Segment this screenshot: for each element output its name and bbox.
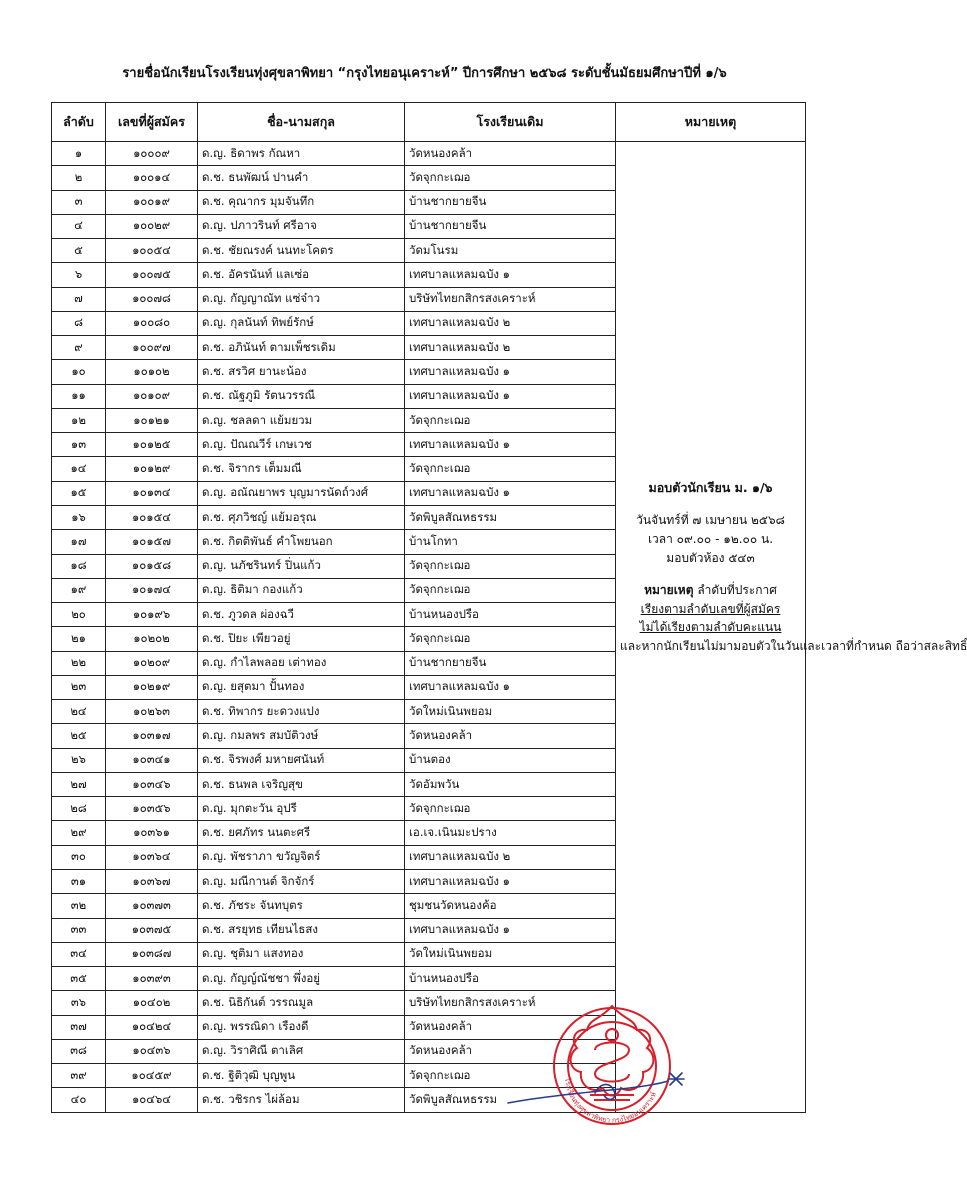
student-name: ด.ช. สรวิศ ยานะน้อง xyxy=(198,360,405,384)
previous-school: วัดหนองคล้า xyxy=(405,724,616,748)
row-number: ๑๗ xyxy=(52,530,106,554)
applicant-id: ๑๐๓๔๖ xyxy=(106,772,198,796)
student-name: ด.ญ. ชุติมา แสงทอง xyxy=(198,942,405,966)
note-underline-2: ไม่ได้เรียงตามลำดับคะแนน xyxy=(639,620,782,635)
previous-school: เทศบาลแหลมฉบัง ๒ xyxy=(405,845,616,869)
applicant-id: ๑๐๓๙๓ xyxy=(106,967,198,991)
previous-school: เอ.เจ.เนินมะปราง xyxy=(405,821,616,845)
previous-school: วัดจุกกะเฌอ xyxy=(405,457,616,481)
student-name: ด.ช. ภูวดล ผ่องฉวี xyxy=(198,603,405,627)
applicant-id: ๑๐๑๕๗ xyxy=(106,530,198,554)
row-number: ๓๕ xyxy=(52,967,106,991)
student-name: ด.ช. ณัฐภูมิ รัตนวรรณี xyxy=(198,384,405,408)
row-number: ๒๒ xyxy=(52,651,106,675)
previous-school: วัดจุกกะเฌอ xyxy=(405,797,616,821)
previous-school: เทศบาลแหลมฉบัง ๑ xyxy=(405,918,616,942)
applicant-id: ๑๐๑๕๘ xyxy=(106,554,198,578)
row-number: ๓๘ xyxy=(52,1039,106,1063)
note-time: เวลา ๐๙.๐๐ - ๑๒.๐๐ น. xyxy=(647,531,774,546)
applicant-id: ๑๐๑๕๔ xyxy=(106,505,198,529)
applicant-id: ๑๐๐๑๔ xyxy=(106,166,198,190)
row-number: ๕ xyxy=(52,239,106,263)
previous-school: บ้านตอง xyxy=(405,748,616,772)
row-number: ๓๔ xyxy=(52,942,106,966)
applicant-id: ๑๐๓๖๗ xyxy=(106,869,198,893)
student-roster-table xyxy=(51,102,967,1113)
student-name: ด.ญ. พัชราภา ขวัญจิตร์ xyxy=(198,845,405,869)
previous-school: บ้านชากยายจีน xyxy=(405,190,616,214)
previous-school: วัดอัมพวัน xyxy=(405,772,616,796)
applicant-id: ๑๐๑๙๖ xyxy=(106,603,198,627)
student-name: ด.ญ. วิราศิณี ตาเลิศ xyxy=(198,1039,405,1063)
applicant-id: ๑๐๓๖๔ xyxy=(106,845,198,869)
row-number: ๒๕ xyxy=(52,724,106,748)
row-number: ๒๐ xyxy=(52,603,106,627)
applicant-id: ๑๐๓๗๓ xyxy=(106,894,198,918)
student-name: ด.ช. จิรพงศ์ มหายศนันท์ xyxy=(198,748,405,772)
previous-school: วัดหนองคล้า xyxy=(405,1015,616,1039)
previous-school: วัดจุกกะเฌอ xyxy=(405,627,616,651)
applicant-id: ๑๐๑๐๙ xyxy=(106,384,198,408)
row-number: ๑ xyxy=(52,142,106,166)
previous-school: บ้านหนองปรือ xyxy=(405,967,616,991)
row-number: ๒๙ xyxy=(52,821,106,845)
previous-school: บ้านหนองปรือ xyxy=(405,603,616,627)
row-number: ๔ xyxy=(52,214,106,238)
previous-school: วัดใหม่เนินพยอม xyxy=(405,942,616,966)
note-cell xyxy=(616,142,967,1113)
previous-school: วัดจุกกะเฌอ xyxy=(405,166,616,190)
student-name: ด.ช. กิตติพันธ์ คำโพยนอก xyxy=(198,530,405,554)
header-note: หมายเหตุ xyxy=(616,103,806,142)
previous-school: เทศบาลแหลมฉบัง ๑ xyxy=(405,481,616,505)
student-name: ด.ญ. ยสุตมา ปั้นทอง xyxy=(198,675,405,699)
row-number: ๗ xyxy=(52,287,106,311)
applicant-id: ๑๐๑๗๔ xyxy=(106,578,198,602)
student-name: ด.ช. ฐิติวุฒิ บุญพูน xyxy=(198,1064,405,1088)
note-heading: มอบตัวนักเรียน ม. ๑/๖ xyxy=(648,480,773,495)
note-underline-1: เรียงตามลำดับเลขที่ผู้สมัคร xyxy=(640,601,781,616)
student-name: ด.ญ. อณัณยาพร บุญมารนัดถ์วงศ์ xyxy=(198,481,405,505)
student-name: ด.ญ. กุลนันท์ ทิพย์รักษ์ xyxy=(198,311,405,335)
applicant-id: ๑๐๐๗๘ xyxy=(106,287,198,311)
previous-school: เทศบาลแหลมฉบัง ๑ xyxy=(405,869,616,893)
row-number: ๑๓ xyxy=(52,433,106,457)
table-row xyxy=(52,142,806,166)
previous-school: บริษัทไทยกสิกรสงเคราะห์ xyxy=(405,991,616,1015)
applicant-id: ๑๐๒๐๙ xyxy=(106,651,198,675)
note-remark-label: หมายเหตุ xyxy=(644,583,694,598)
applicant-id: ๑๐๐๐๙ xyxy=(106,142,198,166)
row-number: ๑๑ xyxy=(52,384,106,408)
student-name: ด.ช. ภัชระ จันทบุตร xyxy=(198,894,405,918)
row-number: ๓๐ xyxy=(52,845,106,869)
previous-school: เทศบาลแหลมฉบัง ๒ xyxy=(405,311,616,335)
student-name: ด.ช. อัครนันท์ แลเซ่อ xyxy=(198,263,405,287)
row-number: ๓๓ xyxy=(52,918,106,942)
applicant-id: ๑๐๑๓๔ xyxy=(106,481,198,505)
applicant-id: ๑๐๓๔๑ xyxy=(106,748,198,772)
student-name: ด.ช. สรยุทธ เทียนไธสง xyxy=(198,918,405,942)
table-header-row xyxy=(52,103,806,142)
applicant-id: ๑๐๐๙๗ xyxy=(106,336,198,360)
previous-school: วัดจุกกะเฌอ xyxy=(405,1064,616,1088)
note-room: มอบตัวห้อง ๕๔๓ xyxy=(666,550,755,565)
previous-school: วัดหนองคล้า xyxy=(405,142,616,166)
applicant-id: ๑๐๐๘๐ xyxy=(106,311,198,335)
row-number: ๓ xyxy=(52,190,106,214)
row-number: ๒๖ xyxy=(52,748,106,772)
row-number: ๓๗ xyxy=(52,1015,106,1039)
student-name: ด.ญ. มณีกานต์ จิกจักร์ xyxy=(198,869,405,893)
previous-school: เทศบาลแหลมฉบัง ๑ xyxy=(405,384,616,408)
applicant-id: ๑๐๓๖๑ xyxy=(106,821,198,845)
header-name: ชื่อ-นามสกุล xyxy=(198,103,405,142)
applicant-id: ๑๐๑๒๙ xyxy=(106,457,198,481)
student-name: ด.ช. ศุภวิชญ์ แย้มอรุณ xyxy=(198,505,405,529)
row-number: ๑๕ xyxy=(52,481,106,505)
row-number: ๑๔ xyxy=(52,457,106,481)
previous-school: วัดจุกกะเฌอ xyxy=(405,408,616,432)
previous-school: วัดพิบูลสัณหธรรม xyxy=(405,1088,616,1112)
row-number: ๔๐ xyxy=(52,1088,106,1112)
student-name: ด.ญ. ธิติมา กองแก้ว xyxy=(198,578,405,602)
row-number: ๘ xyxy=(52,311,106,335)
applicant-id: ๑๐๐๒๙ xyxy=(106,214,198,238)
student-name: ด.ช. จิรากร เต็มมณี xyxy=(198,457,405,481)
student-name: ด.ช. ธนพล เจริญสุข xyxy=(198,772,405,796)
note-remark-text: ลำดับที่ประกาศ xyxy=(693,583,777,598)
row-number: ๑๒ xyxy=(52,408,106,432)
applicant-id: ๑๐๔๒๔ xyxy=(106,1015,198,1039)
student-name: ด.ญ. ชลลดา แย้มยวม xyxy=(198,408,405,432)
note-date: วันจันทร์ที่ ๗ เมษายน ๒๕๖๘ xyxy=(636,513,785,528)
header-applicant-id: เลขที่ผู้สมัคร xyxy=(106,103,198,142)
row-number: ๑๘ xyxy=(52,554,106,578)
previous-school: บ้านโกทา xyxy=(405,530,616,554)
row-number: ๑๙ xyxy=(52,578,106,602)
student-name: ด.ช. ธนพัฒน์ ปานคำ xyxy=(198,166,405,190)
row-number: ๓๒ xyxy=(52,894,106,918)
student-name: ด.ญ. มุกตะวัน อุปรี xyxy=(198,797,405,821)
student-name: ด.ญ. กมลพร สมบัติวงษ์ xyxy=(198,724,405,748)
applicant-id: ๑๐๒๑๙ xyxy=(106,675,198,699)
applicant-id: ๑๐๔๓๖ xyxy=(106,1039,198,1063)
previous-school: เทศบาลแหลมฉบัง ๑ xyxy=(405,360,616,384)
row-number: ๒๑ xyxy=(52,627,106,651)
student-name: ด.ญ. ปัณณวีร์ เกษเวช xyxy=(198,433,405,457)
student-name: ด.ญ. นภัชรินทร์ ปิ่นแก้ว xyxy=(198,554,405,578)
row-number: ๒ xyxy=(52,166,106,190)
previous-school: บริษัทไทยกสิกรสงเคราะห์ xyxy=(405,287,616,311)
applicant-id: ๑๐๑๒๕ xyxy=(106,433,198,457)
row-number: ๙ xyxy=(52,336,106,360)
previous-school: วัดหนองคล้า xyxy=(405,1039,616,1063)
applicant-id: ๑๐๔๕๙ xyxy=(106,1064,198,1088)
student-name: ด.ช. วชิรกร ไผ่ล้อม xyxy=(198,1088,405,1112)
previous-school: เทศบาลแหลมฉบัง ๑ xyxy=(405,675,616,699)
applicant-id: ๑๐๓๑๗ xyxy=(106,724,198,748)
row-number: ๒๓ xyxy=(52,675,106,699)
student-name: ด.ญ. กำไลพลอย เต่าทอง xyxy=(198,651,405,675)
student-name: ด.ช. ชัยณรงค์ นนทะโคตร xyxy=(198,239,405,263)
row-number: ๖ xyxy=(52,263,106,287)
row-number: ๒๗ xyxy=(52,772,106,796)
applicant-id: ๑๐๓๗๕ xyxy=(106,918,198,942)
applicant-id: ๑๐๐๕๔ xyxy=(106,239,198,263)
row-number: ๓๖ xyxy=(52,991,106,1015)
previous-school: วัดพิบูลสัณหธรรม xyxy=(405,505,616,529)
note-remark xyxy=(620,581,967,655)
student-name: ด.ช. นิธิกันต์ วรรณมูล xyxy=(198,991,405,1015)
row-number: ๓๑ xyxy=(52,869,106,893)
student-name: ด.ญ. กัญญ์ณัชชา พึ่งอยู่ xyxy=(198,967,405,991)
applicant-id: ๑๐๓๘๗ xyxy=(106,942,198,966)
row-number: ๒๔ xyxy=(52,700,106,724)
previous-school: บ้านชากยายจีน xyxy=(405,651,616,675)
header-no: ลำดับ xyxy=(52,103,106,142)
seal-text: โรงเรียนทุ่งศุขลาพิทยา กรุงไทยอนุเคราะห์ xyxy=(563,1077,659,1125)
student-name: ด.ช. ปิยะ เพียวอยู่ xyxy=(198,627,405,651)
previous-school: วัดจุกกะเฌอ xyxy=(405,578,616,602)
student-name: ด.ญ. ธิดาพร กัณหา xyxy=(198,142,405,166)
note-content xyxy=(620,142,967,656)
document-title: รายชื่อนักเรียนโรงเรียนทุ่งศุขลาพิทยา “กรุงไทยอนุเคราะห์” ปีการศึกษา ๒๕๖๘ ระดับชั้นมัธยมศึกษาปีที่ ๑/๖ xyxy=(122,66,727,81)
applicant-id: ๑๐๒๐๒ xyxy=(106,627,198,651)
applicant-id: ๑๐๔๖๔ xyxy=(106,1088,198,1112)
signature xyxy=(500,1055,690,1115)
header-school: โรงเรียนเดิม xyxy=(405,103,616,142)
previous-school: วัดใหม่เนินพยอม xyxy=(405,700,616,724)
row-number: ๑๐ xyxy=(52,360,106,384)
student-name: ด.ช. ทิพากร ยะดวงแปง xyxy=(198,700,405,724)
previous-school: ชุมชนวัดหนองค้อ xyxy=(405,894,616,918)
student-name: ด.ญ. กัญญาณัท แซ่จ๋าว xyxy=(198,287,405,311)
applicant-id: ๑๐๑๐๒ xyxy=(106,360,198,384)
applicant-id: ๑๐๔๐๒ xyxy=(106,991,198,1015)
student-name: ด.ช. อภินันท์ ตามเพ็ชรเดิม xyxy=(198,336,405,360)
applicant-id: ๑๐๒๖๓ xyxy=(106,700,198,724)
student-name: ด.ญ. ปภาวรินท์ ศรีอาจ xyxy=(198,214,405,238)
table-body xyxy=(52,142,967,1113)
previous-school: วัดมโนรม xyxy=(405,239,616,263)
applicant-id: ๑๐๑๒๑ xyxy=(106,408,198,432)
previous-school: เทศบาลแหลมฉบัง ๒ xyxy=(405,336,616,360)
row-number: ๒๘ xyxy=(52,797,106,821)
previous-school: เทศบาลแหลมฉบัง ๑ xyxy=(405,263,616,287)
previous-school: วัดจุกกะเฌอ xyxy=(405,554,616,578)
row-number: ๑๖ xyxy=(52,505,106,529)
student-name: ด.ช. คุณากร มุมจันทึก xyxy=(198,190,405,214)
applicant-id: ๑๐๓๕๖ xyxy=(106,797,198,821)
applicant-id: ๑๐๐๗๕ xyxy=(106,263,198,287)
previous-school: บ้านชากยายจีน xyxy=(405,214,616,238)
note-remark-rest: และหากนักเรียนไม่มามอบตัวในวันและเวลาที่กำหนด ถือว่าสละสิทธิ์ xyxy=(620,638,967,653)
applicant-id: ๑๐๐๑๙ xyxy=(106,190,198,214)
row-number: ๓๙ xyxy=(52,1064,106,1088)
previous-school: เทศบาลแหลมฉบัง ๑ xyxy=(405,433,616,457)
student-name: ด.ญ. พรรณิดา เรืองดี xyxy=(198,1015,405,1039)
student-name: ด.ช. ยศภัทร นนตะศรี xyxy=(198,821,405,845)
